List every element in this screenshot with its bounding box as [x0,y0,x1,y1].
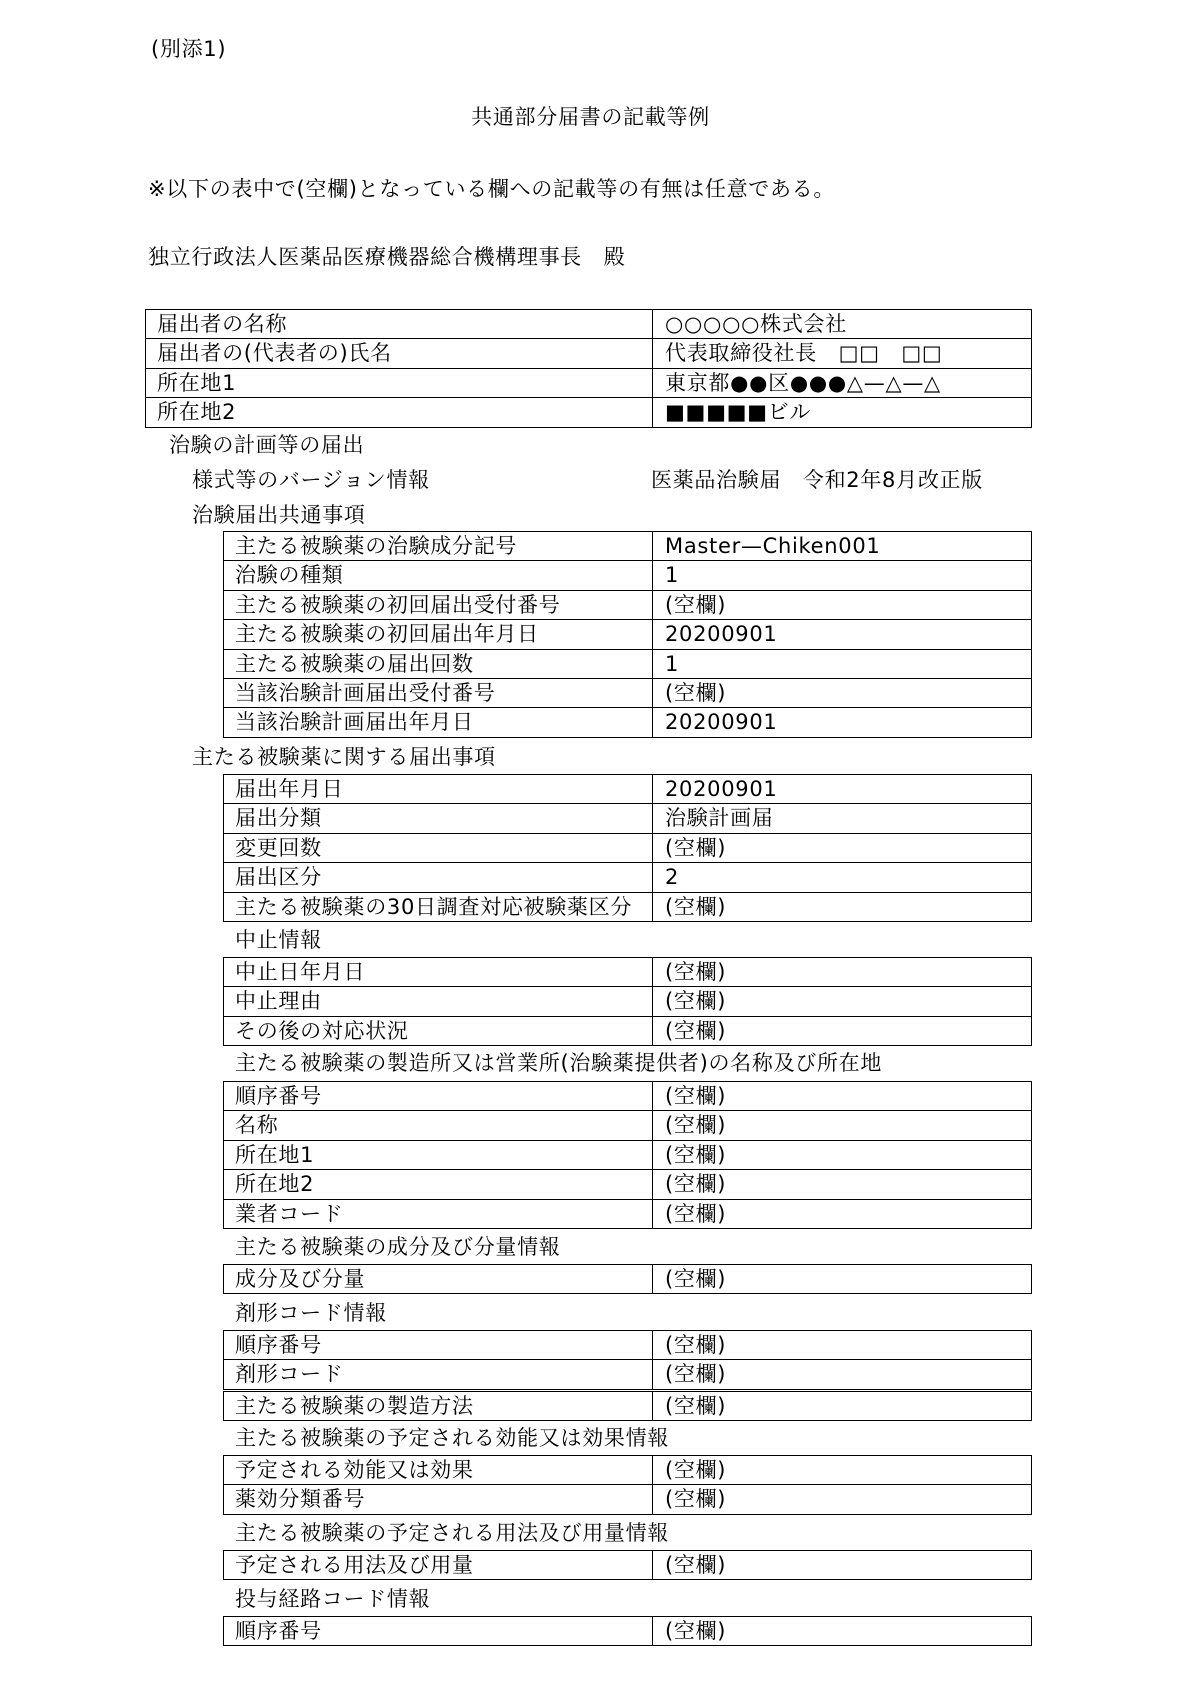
field-label: 届出年月日 [224,775,653,803]
section-heading-dosage-form: 剤形コード情報 [235,1301,387,1325]
efficacy-table [223,1455,1032,1515]
field-value: (空欄) [665,1142,727,1167]
field-value: 20200901 [665,710,778,735]
table-row [146,369,1031,398]
table-row [224,1082,1031,1111]
field-label: 順序番号 [224,1082,653,1110]
table-row [224,1456,1031,1485]
composition-table [223,1264,1032,1294]
field-value: (空欄) [665,1172,727,1197]
field-label: 順序番号 [224,1617,653,1645]
field-value: 代表取締役社長 □□ □□ [665,341,943,366]
field-label: 所在地2 [224,1170,653,1198]
table-row [224,1200,1031,1229]
table-row [146,310,1031,339]
table-row [224,591,1031,620]
field-label: 届出区分 [224,863,653,891]
field-label: 名称 [224,1111,653,1139]
table-row [224,1170,1031,1199]
dosage-form-table [223,1330,1032,1390]
field-value: (空欄) [665,1487,727,1512]
table-row [224,1141,1031,1170]
field-value: (空欄) [665,1018,727,1043]
optional-note: ※以下の表中で(空欄)となっている欄への記載等の有無は任意である。 [148,177,836,201]
section-heading-common: 治験届出共通事項 [192,503,366,527]
section-heading-manufacturer: 主たる被験薬の製造所又は営業所(治験薬提供者)の名称及び所在地 [235,1051,883,1075]
field-label: 治験の種類 [224,561,653,589]
field-label: 当該治験計画届出年月日 [224,708,653,736]
route-table [223,1616,1032,1646]
document-title: 共通部分届書の記載等例 [471,105,710,129]
section-heading-efficacy: 主たる被験薬の予定される効能又は効果情報 [235,1426,669,1450]
table-row [224,1017,1031,1046]
table-row [224,958,1031,987]
manufacturer-table [223,1081,1032,1229]
field-label: 成分及び分量 [224,1265,653,1293]
field-value: (空欄) [665,592,727,617]
field-label: 中止日年月日 [224,958,653,986]
field-value: 1 [665,651,680,676]
manufacturing-method-table [223,1391,1032,1421]
field-value: (空欄) [665,1113,727,1138]
table-row [224,1392,1031,1421]
field-label: 届出者の名称 [146,310,653,338]
field-label: 薬効分類番号 [224,1485,653,1513]
field-value: (空欄) [665,1084,727,1108]
section-heading-discontinuation: 中止情報 [235,928,322,952]
field-value: ○○○○○株式会社 [665,312,847,336]
field-value: (空欄) [665,1619,727,1643]
field-label: 所在地1 [146,369,653,397]
field-label: 主たる被験薬の治験成分記号 [224,532,653,560]
table-row [224,775,1031,804]
field-value: (空欄) [665,960,727,984]
table-row [224,620,1031,649]
field-label: 所在地1 [224,1141,653,1169]
field-value: (空欄) [665,1458,727,1482]
section-heading-composition: 主たる被験薬の成分及び分量情報 [235,1235,561,1259]
table-row [224,1265,1031,1294]
field-label: 届出分類 [224,804,653,832]
attachment-label: (別添1) [151,37,227,61]
field-value: (空欄) [665,989,727,1014]
field-value: (空欄) [665,1362,727,1387]
table-row [224,650,1031,679]
table-row [224,1111,1031,1140]
section-heading-drug: 主たる被験薬に関する届出事項 [192,745,496,769]
field-label: その後の対応状況 [224,1017,653,1045]
table-row [224,679,1031,708]
field-label: 主たる被験薬の届出回数 [224,650,653,678]
field-value: 1 [665,563,680,588]
field-label: 順序番号 [224,1331,653,1359]
table-row [224,1617,1031,1646]
table-row [224,804,1031,833]
table-row [224,1360,1031,1389]
applicant-table [145,309,1032,428]
field-label: 予定される用法及び用量 [224,1551,653,1579]
field-label: 剤形コード [224,1360,653,1388]
table-row [224,987,1031,1016]
drug-items-table [223,774,1032,922]
field-value: (空欄) [665,894,727,919]
field-value: (空欄) [665,1333,727,1357]
field-value: (空欄) [665,1394,727,1418]
field-value: (空欄) [665,680,727,705]
field-label: 所在地2 [146,398,653,426]
field-label: 主たる被験薬の初回届出年月日 [224,620,653,648]
field-value: 2 [665,865,680,890]
field-label: 変更回数 [224,834,653,862]
table-row [224,561,1031,590]
discontinuation-table [223,957,1032,1046]
addressee: 独立行政法人医薬品医療機器総合機構理事長 殿 [148,245,626,269]
table-row [146,398,1031,427]
field-label: 主たる被験薬の初回届出受付番号 [224,591,653,619]
field-label: 業者コード [224,1200,653,1228]
table-row [224,1485,1031,1514]
field-label: 予定される効能又は効果 [224,1456,653,1484]
field-label: 主たる被験薬の30日調査対応被験薬区分 [224,893,653,921]
field-value: (空欄) [665,1201,727,1226]
table-row [224,863,1031,892]
dosage-table [223,1550,1032,1580]
field-label: 主たる被験薬の製造方法 [224,1392,653,1420]
field-value: 治験計画届 [665,806,774,831]
field-value: 東京都●●区●●●△—△—△ [665,370,941,395]
field-label: 届出者の(代表者の)氏名 [146,339,653,367]
table-row [224,893,1031,922]
table-row [224,1551,1031,1580]
version-value: 医薬品治験届 令和2年8月改正版 [651,468,983,492]
table-row [224,708,1031,737]
version-label: 様式等のバージョン情報 [192,468,430,492]
field-label: 中止理由 [224,987,653,1015]
table-row [224,834,1031,863]
field-value: ■■■■■ビル [665,400,812,425]
field-value: (空欄) [665,1553,727,1577]
field-value: Master—Chiken001 [665,534,881,558]
field-value: (空欄) [665,1267,727,1291]
field-value: (空欄) [665,835,727,860]
field-value: 20200901 [665,777,778,801]
section-heading-route: 投与経路コード情報 [235,1587,431,1611]
common-items-table [223,531,1032,738]
table-row [224,1331,1031,1360]
section-heading-notification: 治験の計画等の届出 [169,433,365,457]
table-row [224,532,1031,561]
table-row [146,339,1031,368]
section-heading-dosage: 主たる被験薬の予定される用法及び用量情報 [235,1521,669,1545]
field-value: 20200901 [665,622,778,647]
field-label: 当該治験計画届出受付番号 [224,679,653,707]
